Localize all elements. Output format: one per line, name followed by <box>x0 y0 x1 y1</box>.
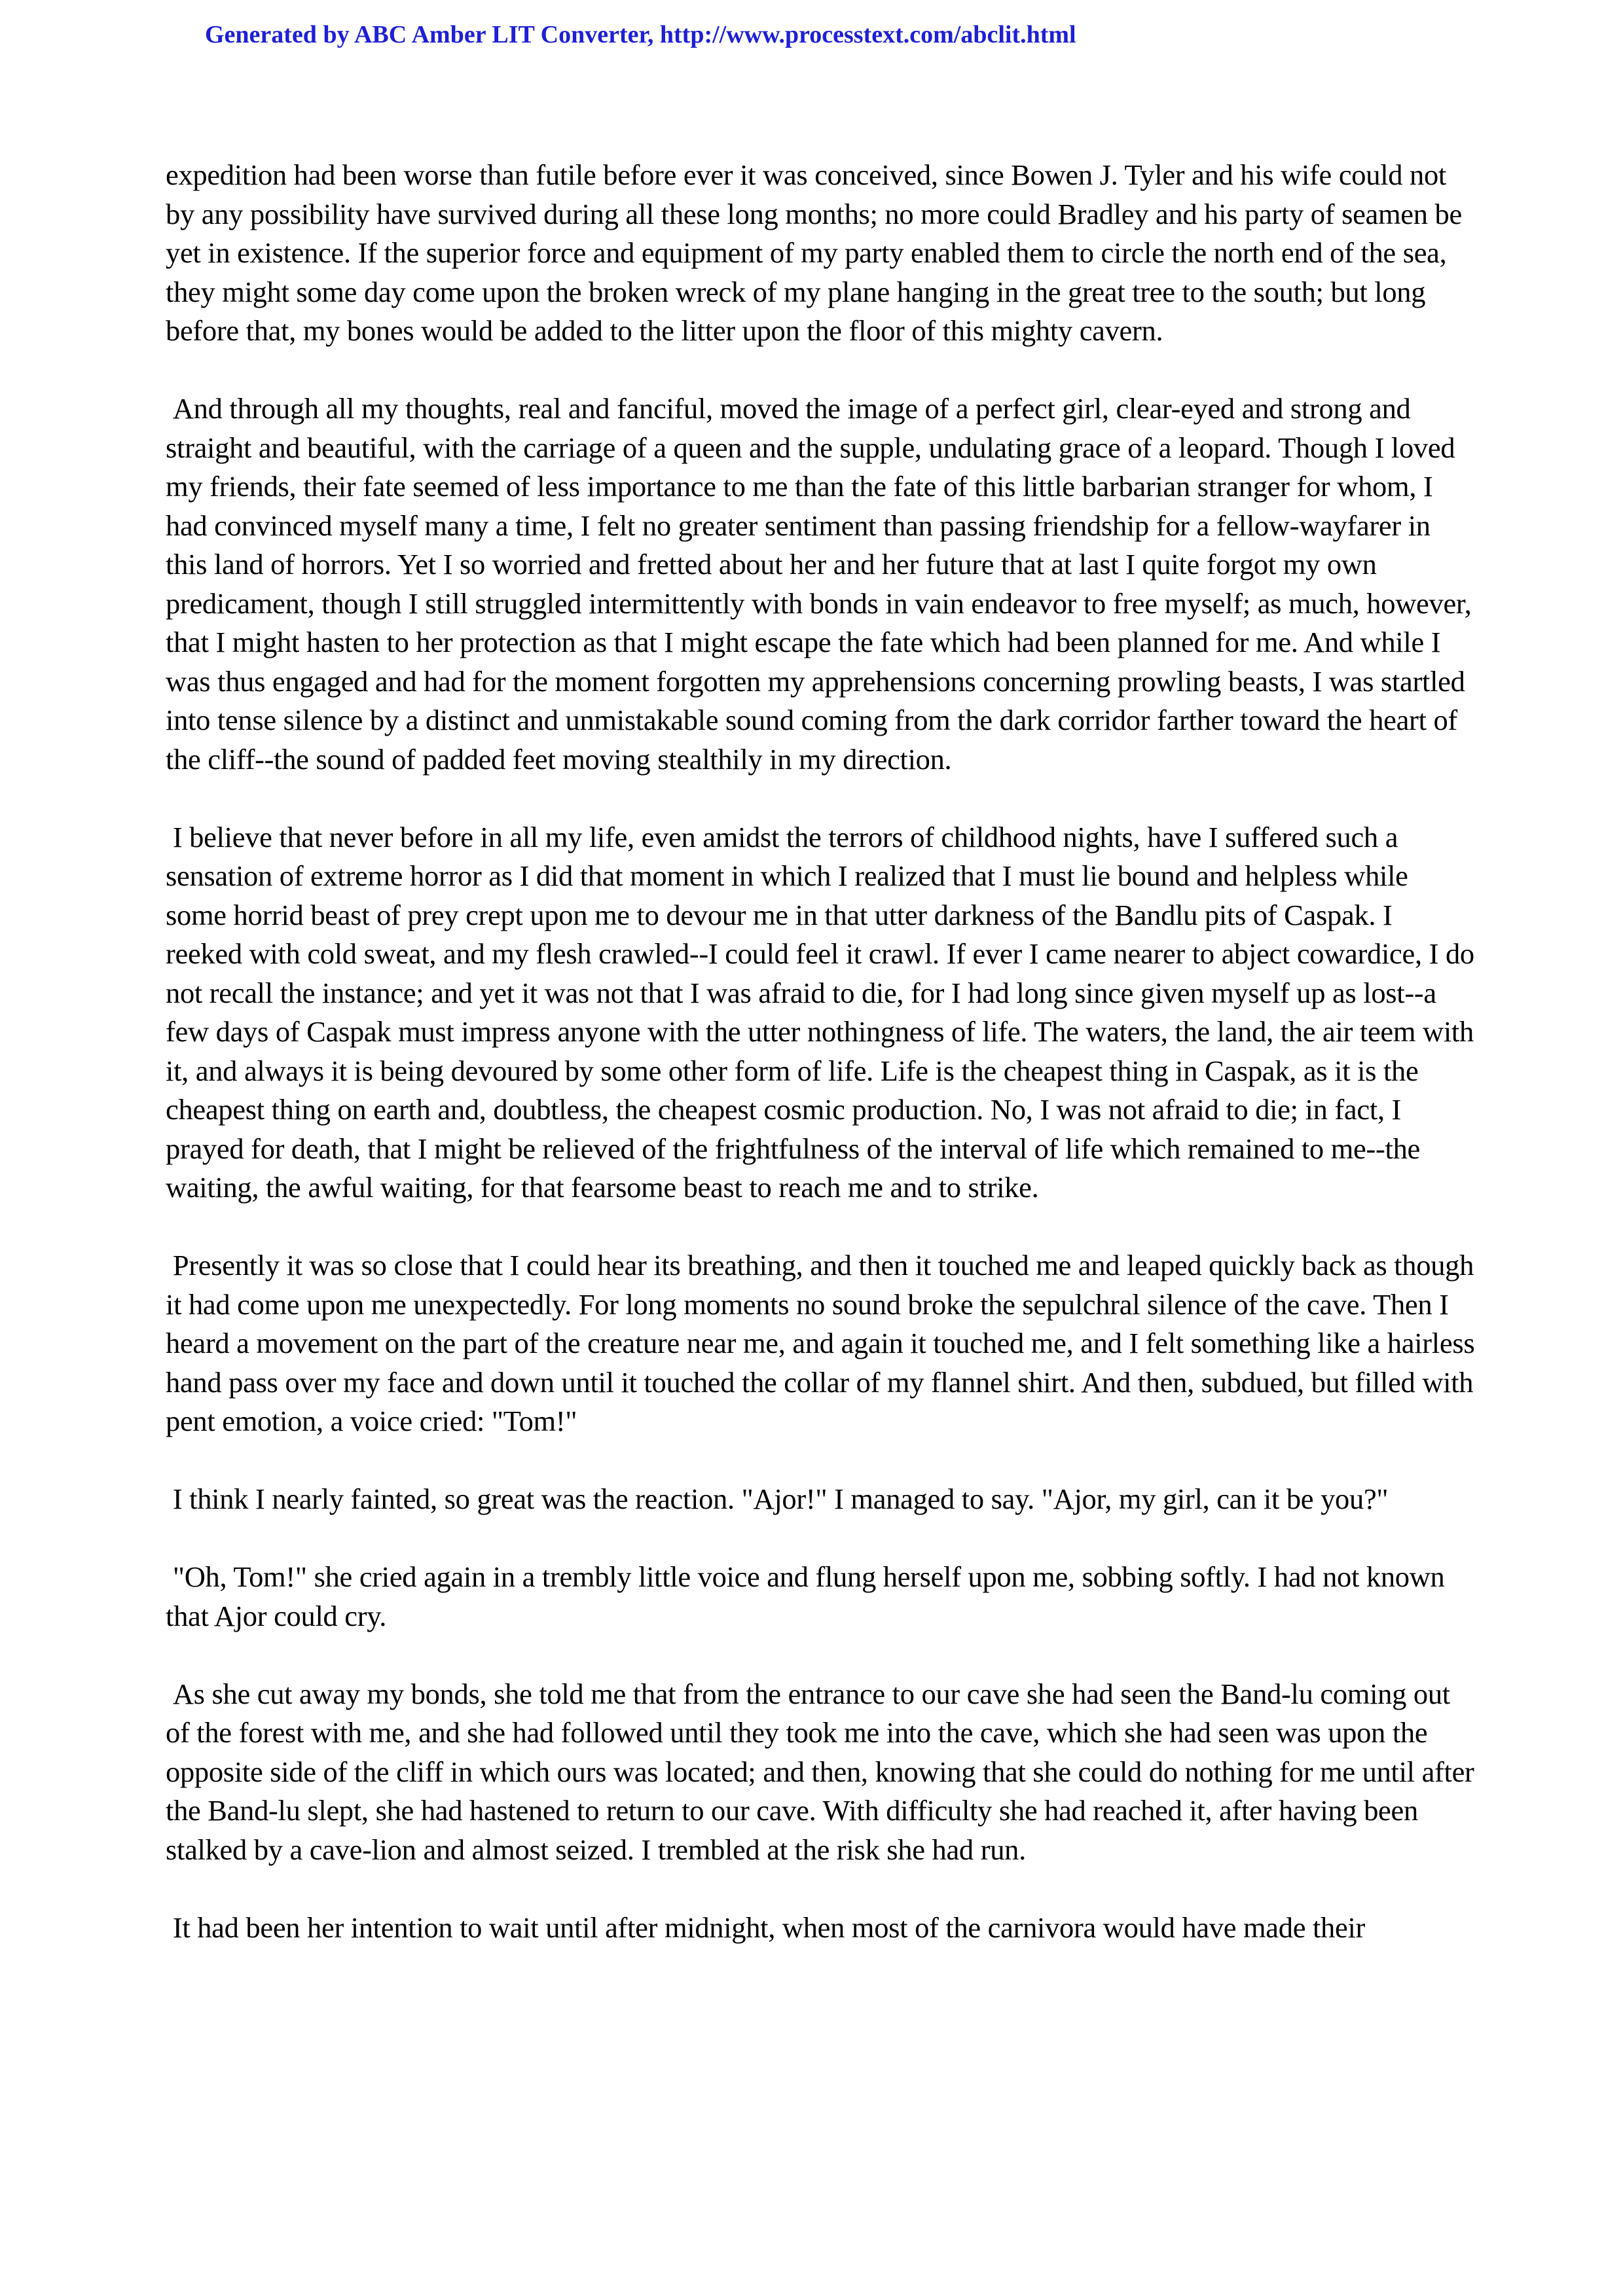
paragraph: As she cut away my bonds, she told me that from the entrance to our cave she had seen the Band-lu coming out of the forest with me, and she had followed until they took me into the cave, which she had seen was upon the opposite side of the cliff in which ours was located; and then, knowing that she could do nothing for me until after the Band-lu slept, she had hastened to return to our cave. With difficulty she had reached it, after having been stalked by a cave-lion and almost seized. I trembled at the risk she had run. <box>166 1677 1482 1866</box>
paragraph: I believe that never before in all my life, even amidst the terrors of childhood nights, have I suffered such a sensation of extreme horror as I did that moment in which I realized that I must lie bound and helpless while some horrid beast of prey crept upon me to devour me in that utter darkness of the Bandlu pits of Caspak. I reeked with cold sweat, and my flesh crawled--I could feel it crawl. If ever I came nearer to abject cowardice, I do not recall the instance; and yet it was not that I was afraid to die, for I had long since given myself up as lost--a few days of Caspak must impress anyone with the utter nothingness of life. The waters, the land, the air teem with it, and always it is being devoured by some other form of life. Life is the cheapest thing in Caspak, as it is the cheapest thing on earth and, doubtless, the cheapest cosmic production. No, I was not afraid to die; in fact, I prayed for death, that I might be relieved of the frightfulness of the interval of life which remained to me--the waiting, the awful waiting, for that fearsome beast to reach me and to strike. <box>166 820 1482 1204</box>
paragraph: It had been her intention to wait until after midnight, when most of the carnivora would have made their <box>166 1910 1366 1944</box>
paragraph: I think I nearly fainted, so great was the reaction. "Ajor!" I managed to say. "Ajor, my girl, can it be you?" <box>166 1482 1389 1515</box>
converter-header-link[interactable]: Generated by ABC Amber LIT Converter, http://www.processtext.com/abclit.html <box>205 21 1076 48</box>
paragraph: expedition had been worse than futile before ever it was conceived, since Bowen J. Tyler and his wife could not by any possibility have survived during all these long months; no more could Bradley and his party of seamen be yet in existence. If the superior force and equipment of my party enabled them to circle the north end of the sea, they might some day come upon the broken wreck of my plane hanging in the great tree to the south; but long before that, my bones would be added to the litter upon the floor of this mighty cavern. <box>166 158 1469 347</box>
paragraph: Presently it was so close that I could hear its breathing, and then it touched me and leaped quickly back as though it had come upon me unexpectedly. For long moments no sound broke the sepulchral silence of the cave. Then I heard a movement on the part of the creature near me, and again it touched me, and I felt something like a hairless hand pass over my face and down until it touched the collar of my flannel shirt. And then, subdued, but filled with pent emotion, a voice cried: "Tom!" <box>166 1249 1482 1437</box>
document-body <box>166 156 1482 1947</box>
paragraph: "Oh, Tom!" she cried again in a trembly little voice and flung herself upon me, sobbing softly. I had not known that Ajor could cry. <box>166 1560 1452 1632</box>
paragraph: And through all my thoughts, real and fanciful, moved the image of a perfect girl, clear-eyed and strong and straight and beautiful, with the carriage of a queen and the supple, undulating grace of a leopard. Though I loved my friends, their fate seemed of less importance to me than the fate of this little barbarian stranger for whom, I had convinced myself many a time, I felt no greater sentiment than passing friendship for a fellow-wayfarer in this land of horrors. Yet I so worried and fretted about her and her future that at last I quite forgot my own predicament, though I still struggled intermittently with bonds in vain endeavor to free myself; as much, however, that I might hasten to her protection as that I might escape the fate which had been planned for me. And while I was thus engaged and had for the moment forgotten my apprehensions concerning prowling beasts, I was startled into tense silence by a distinct and unmistakable sound coming from the dark corridor farther toward the heart of the cliff--the sound of padded feet moving stealthily in my direction. <box>166 392 1479 776</box>
converter-header[interactable] <box>205 18 1076 51</box>
